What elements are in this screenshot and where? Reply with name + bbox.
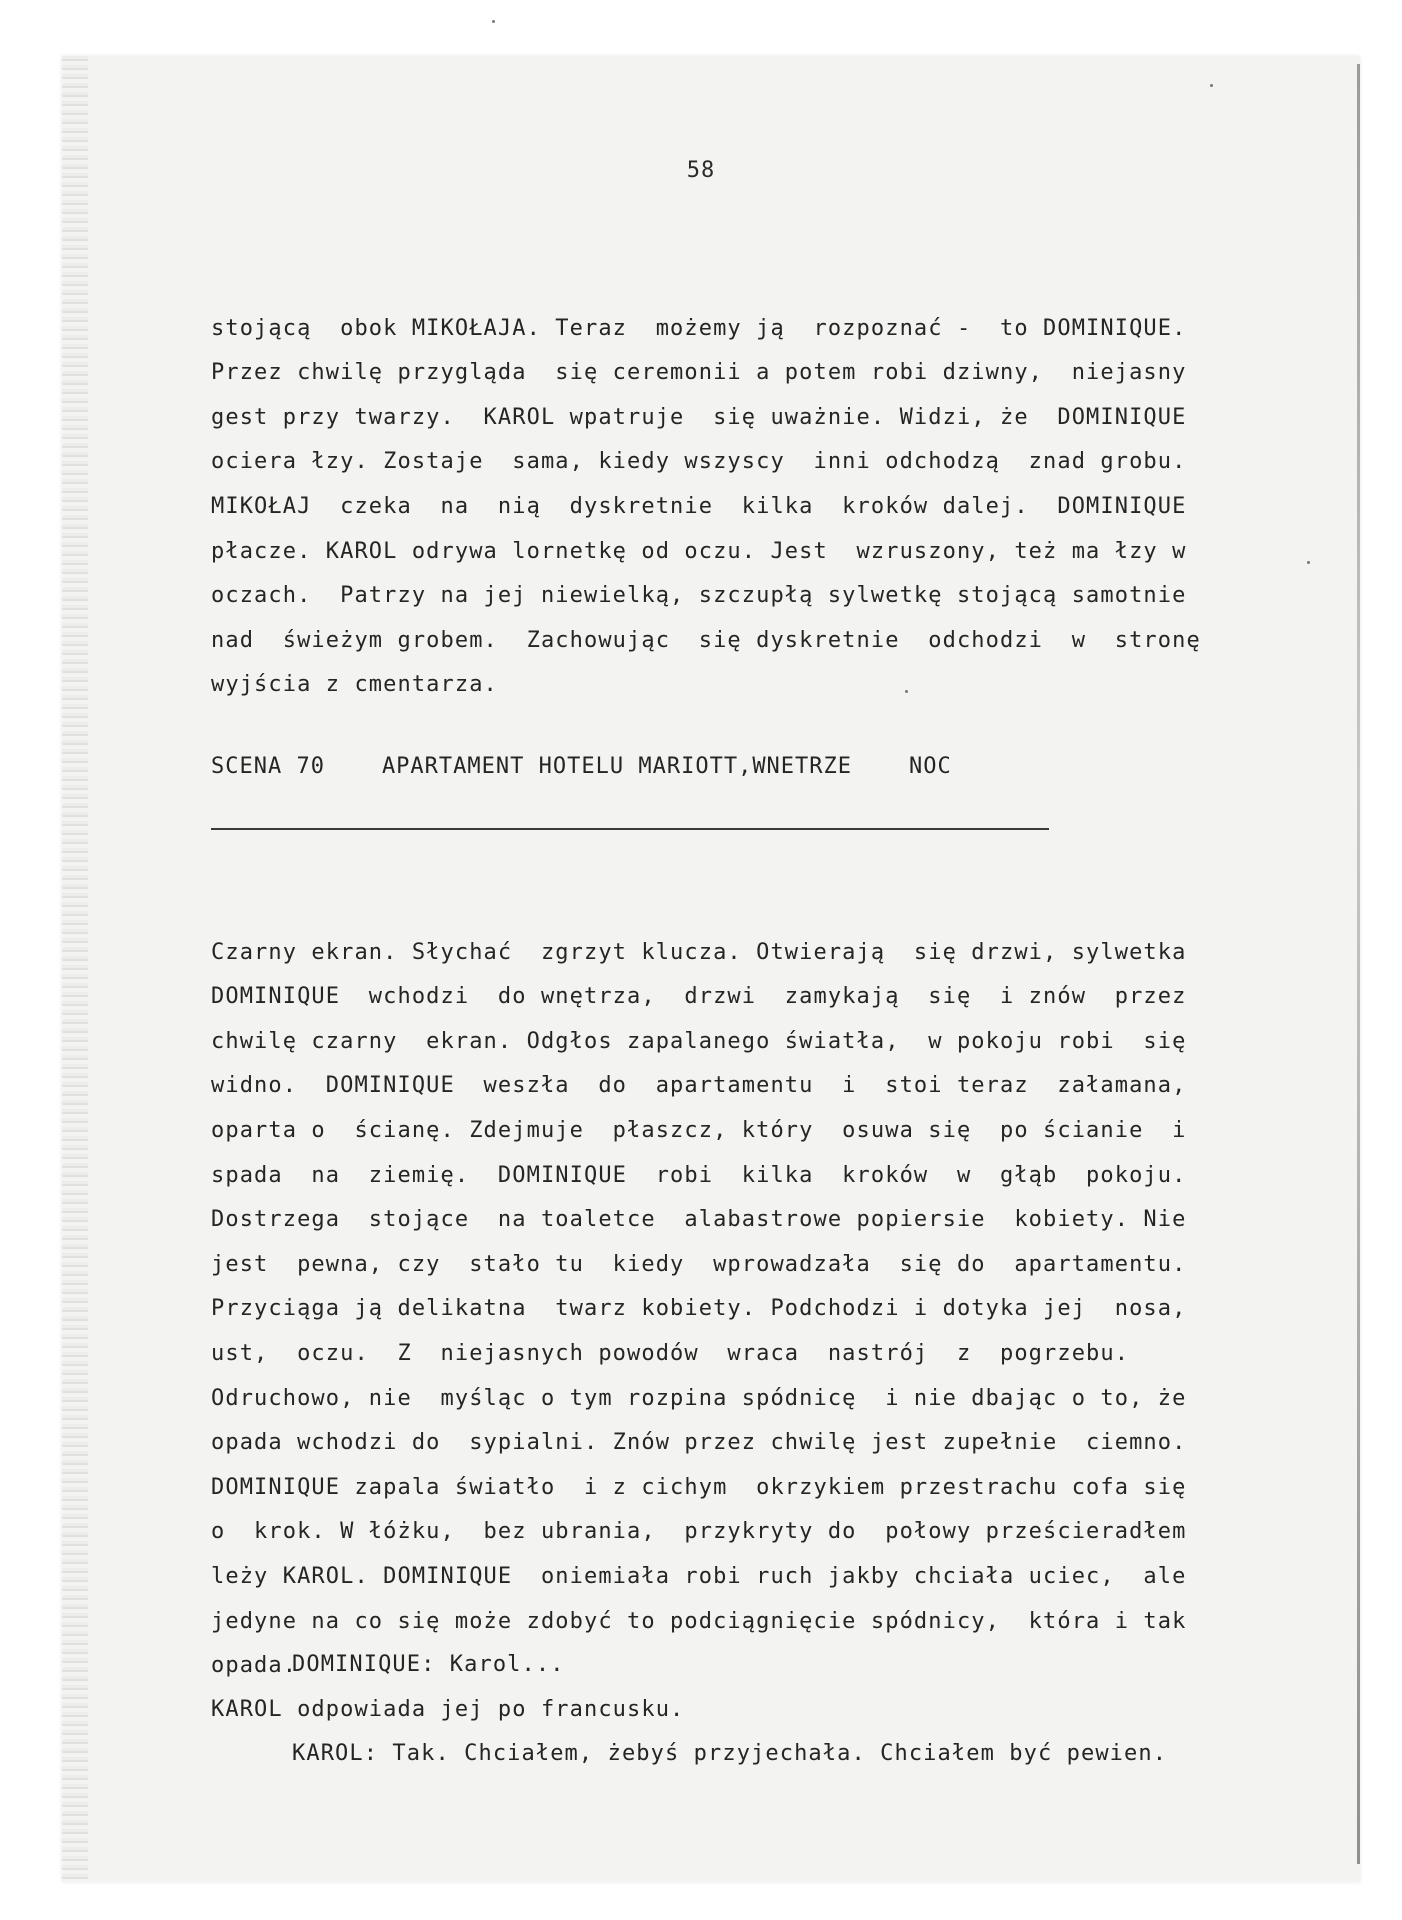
text-line: MIKOŁAJ czeka na nią dyskretnie kilka kroków dalej. DOMINIQUE [211,493,1187,519]
text-line: DOMINIQUE wchodzi do wnętrza, drzwi zamykają się i znów przez [211,984,1187,1010]
narration-line: KAROL odpowiada jej po francusku. [211,1697,685,1722]
dialogue-karol: KAROL: Tak. Chciałem, żebyś przyjechała. Chciałem być pewien. [292,1741,1168,1766]
heading-underline [211,828,1049,830]
text-line: jedyne na co się może zdobyć to podciągnięcie spódnicy, która i tak [211,1608,1187,1634]
text-line: ociera łzy. Zostaje sama, kiedy wszyscy inni odchodzą znad grobu. [211,449,1187,475]
dialogue-dominique: DOMINIQUE: Karol... [292,1652,565,1677]
text-line: opada wchodzi do sypialni. Znów przez chwilę jest zupełnie ciemno. [211,1430,1187,1456]
text-line: gest przy twarzy. KAROL wpatruje się uważnie. Widzi, że DOMINIQUE [211,404,1187,430]
text-line: jest pewna, czy stało tu kiedy wprowadzała się do apartamentu. [211,1251,1187,1277]
scan-speck [492,20,495,23]
text-line: widno. DOMINIQUE weszła do apartamentu i stoi teraz załamana, [211,1073,1187,1099]
scanned-right-edge [1357,64,1360,1864]
text-line: Czarny ekran. Słychać zgrzyt klucza. Otwierają się drzwi, sylwetka [211,939,1187,965]
scan-speck [1210,84,1213,87]
text-line: chwilę czarny ekran. Odgłos zapalanego światła, w pokoju robi się [211,1028,1187,1054]
text-line: leży KAROL. DOMINIQUE oniemiała robi ruch jakby chciała uciec, ale [211,1563,1187,1589]
text-line: spada na ziemię. DOMINIQUE robi kilka kroków w głąb pokoju. [211,1162,1187,1188]
text-line: stojącą obok MIKOŁAJA. Teraz możemy ją rozpoznać - to DOMINIQUE. [211,315,1187,341]
text-line: Przyciąga ją delikatna twarz kobiety. Podchodzi i dotyka jej nosa, [211,1296,1187,1322]
text-line: nad świeżym grobem. Zachowując się dyskretnie odchodzi w stronę [211,627,1201,653]
text-line: płacze. KAROL odrywa lornetkę od oczu. Jest wzruszony, też ma łzy w [211,538,1187,564]
text-line: Odruchowo, nie myśląc o tym rozpina spódnicę i nie dbając o to, że [211,1385,1187,1411]
page-number: 58 [686,158,716,183]
text-line: Dostrzega stojące na toaletce alabastrowe popiersie kobiety. Nie [211,1207,1187,1233]
text-line: o krok. W łóżku, bez ubrania, przykryty do połowy prześcieradłem [211,1519,1187,1545]
scene-heading: SCENA 70 APARTAMENT HOTELU MARIOTT,WNETRZE NOC [211,754,952,779]
scene-69-text [211,262,1289,753]
text-line: opada. [211,1653,298,1679]
text-line: Przez chwilę przygląda się ceremonii a potem robi dziwny, niejasny [211,360,1187,386]
text-line: oczach. Patrzy na jej niewielką, szczupłą sylwetkę stojącą samotnie [211,583,1187,609]
text-line: oparta o ścianę. Zdejmuje płaszcz, który osuwa się po ścianie i [211,1117,1187,1143]
text-line: wyjścia z cmentarza. [211,672,498,698]
text-line: DOMINIQUE zapala światło i z cichym okrzykiem przestrachu cofa się [211,1474,1187,1500]
scan-speck [905,690,908,693]
scanned-left-edge [62,56,88,1882]
text-line: ust, oczu. Z niejasnych powodów wraca nastrój z pogrzebu. [211,1340,1130,1366]
scene-70-text [211,886,1289,1733]
scan-speck [1307,561,1310,564]
